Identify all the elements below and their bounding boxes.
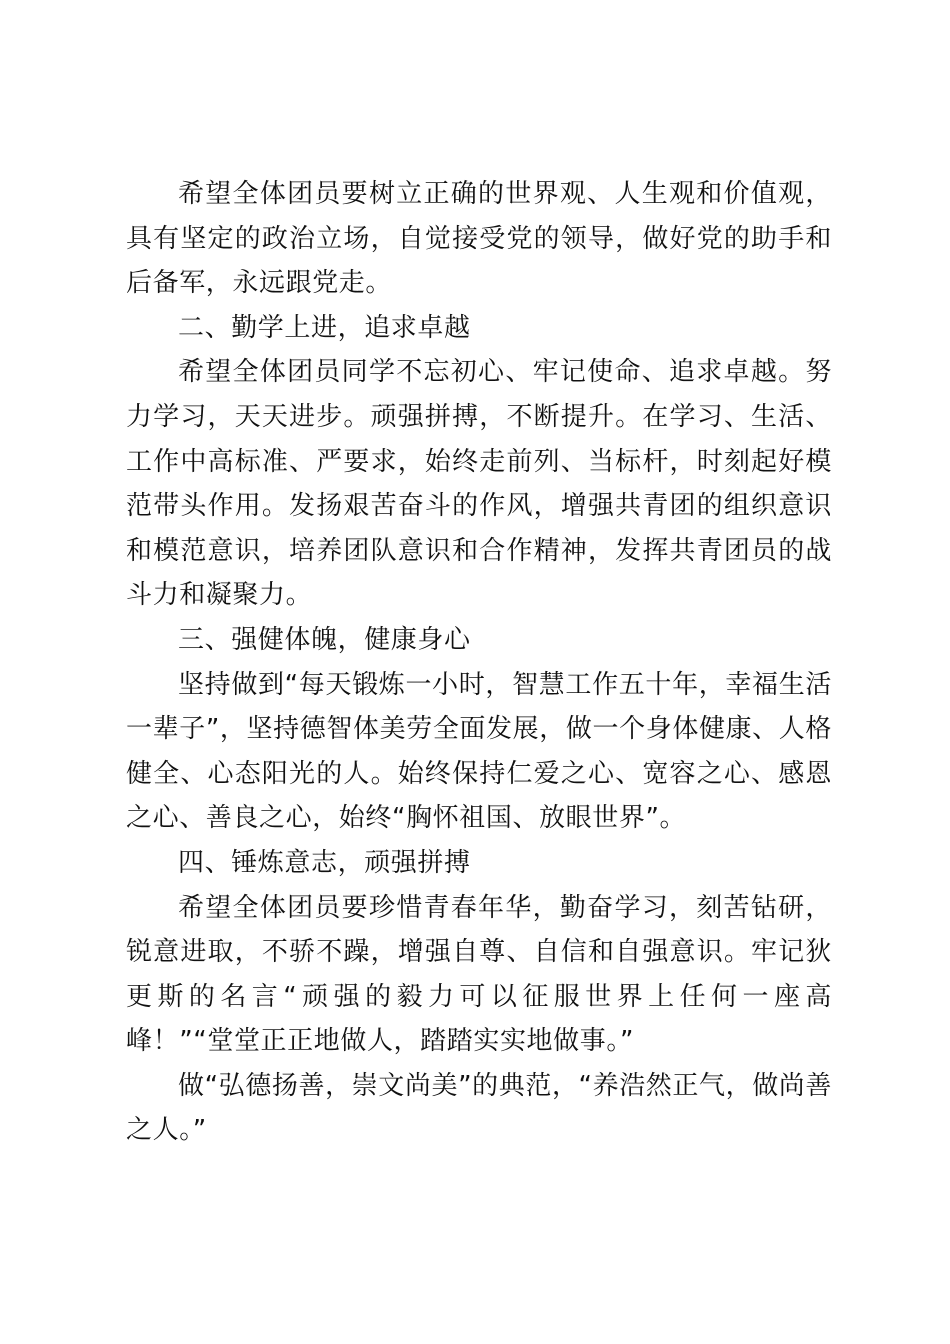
section-heading-willpower: 四、锤炼意志，顽强拼搏 [178, 847, 471, 878]
paragraph-study: 希望全体团员同学不忘初心、牢记使命、追求卓越。努力学习，天天进步。顽强拼搏，不断提升。在学习、生活、工作中高标准、严要求，始终走前列、当标杆，时刻起好模范带头作用。发扬艰苦奋斗的作风，增强共青团的组织意识和模范意识，培养团队意识和合作精神，发挥共青团员的战斗力和凝聚力。 [126, 357, 832, 611]
paragraph-health: 坚持做到“每天锻炼一小时，智慧工作五十年，幸福生活一辈子”，坚持德智体美劳全面发展，做一个身体健康、人格健全、心态阳光的人。始终保持仁爱之心、宽容之心、感恩之心、善良之心，始终“胸怀祖国、放眼世界”。 [126, 669, 832, 834]
section-heading-study: 二、勤学上进，追求卓越 [178, 312, 471, 343]
paragraph-willpower: 希望全体团员要珍惜青春年华，勤奋学习，刻苦钻研，锐意进取，不骄不躁，增强自尊、自信和自强意识。牢记狄更斯的名言“顽强的毅力可以征服世界上任何一座高峰！”“堂堂正正地做人，踏踏实实地做事。” [126, 892, 832, 1057]
section-heading-health: 三、强健体魄，健康身心 [178, 624, 471, 655]
paragraph-party-stance: 希望全体团员要树立正确的世界观、人生观和价值观，具有坚定的政治立场，自觉接受党的领导，做好党的助手和后备军，永远跟党走。 [126, 179, 832, 299]
paragraph-virtue: 做“弘德扬善，崇文尚美”的典范，“养浩然正气，做尚善之人。” [126, 1070, 833, 1146]
document-body [126, 172, 832, 1153]
